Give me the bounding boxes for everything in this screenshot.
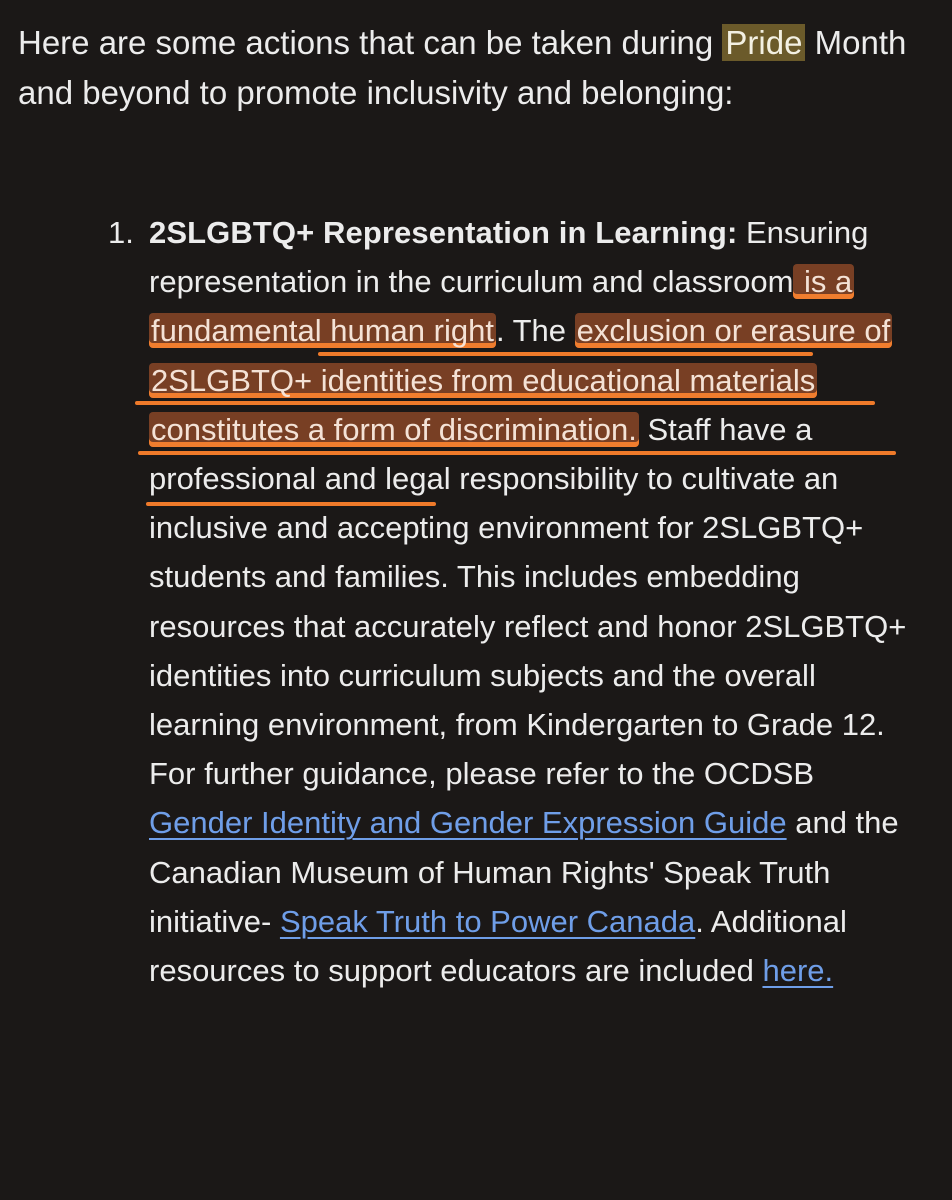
marker-stroke [138, 451, 896, 455]
body-text-5: . Additional resources to support educators are included [149, 903, 847, 989]
list-item-title: 2SLGBTQ+ Representation in Learning: [149, 215, 738, 250]
link-speak-truth-to-power[interactable]: Speak Truth to Power Canada [279, 903, 696, 939]
marker-stroke [146, 502, 436, 506]
link-gender-identity-guide[interactable]: Gender Identity and Gender Expression Guide [149, 805, 787, 841]
body-text-1: Ensuring representation in the curriculum and classroom [149, 215, 869, 300]
body-text-4: and the Canadian Museum of Human Rights' Speak Truth initiative- [149, 805, 899, 939]
link-here[interactable]: here. [762, 953, 834, 989]
intro-paragraph [18, 18, 918, 118]
marker-stroke [318, 352, 813, 356]
body-text-3: Staff have a professional and legal responsibility to cultivate an inclusive and accepting environment for 2SLGBTQ+ students and families. This includes embedding resources that accurately reflect and honor 2SLGBTQ+ identities into curriculum subjects and the overall learning environment, from Kindergarten to Grade 12. For further guidance, please refer to the OCDSB [149, 411, 907, 792]
intro-text-after: Month and beyond to promote inclusivity and belonging: [18, 24, 907, 111]
highlight-discrimination: exclusion or erasure of 2SLGBTQ+ identities from educational materials constitutes a form of discrimination. [151, 313, 891, 447]
marker-stroke [135, 401, 875, 405]
list-item-number: 1. [108, 215, 134, 250]
intro-text-before: Here are some actions that can be taken during [18, 24, 723, 61]
pride-search-highlight: Pride [722, 24, 805, 61]
highlight-human-right: is a fundamental human right [151, 264, 853, 349]
list-item-body [149, 208, 919, 995]
body-text-2: . The [495, 313, 575, 349]
